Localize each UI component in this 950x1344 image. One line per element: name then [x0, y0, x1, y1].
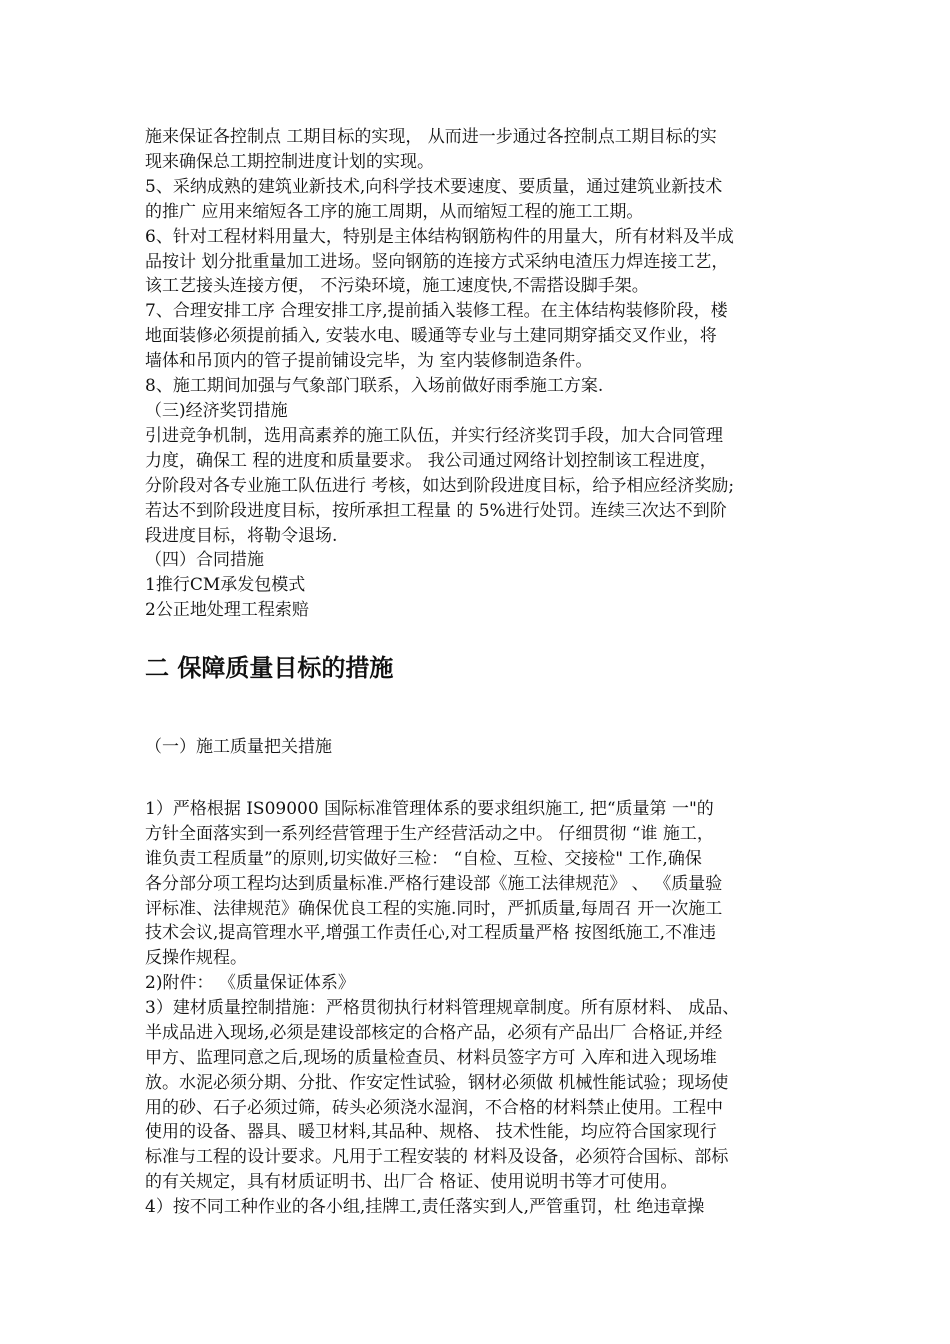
- paragraph-line: 地面装修必须提前插入, 安装水电、暖通等专业与土建同期穿插交叉作业，将: [145, 326, 717, 346]
- paragraph-line: 8、施工期间加强与气象部门联系，入场前做好雨季施工方案.: [145, 376, 604, 396]
- paragraph-line: 该工艺接头连接方便， 不污染环境，施工速度快,不需搭设脚手架。: [145, 276, 649, 296]
- paragraph-line: 标准与工程的设计要求。凡用于工程安装的 材料及设备，必须符合国标、部标: [145, 1147, 729, 1167]
- paragraph-line: 技术会议,提高管理水平,增强工作责任心,对工程质量严格 按图纸施工,不准违: [145, 923, 717, 943]
- paragraph-line: 各分部分项工程均达到质量标准.严格行建设部《施工法律规范》 、 《质量验: [145, 874, 723, 894]
- chapter-heading: 二 保障质量目标的措施: [145, 654, 394, 682]
- paragraph-line: 若达不到阶段进度目标，按所承担工程量 的 5%进行处罚。连续三次达不到阶: [145, 501, 727, 521]
- paragraph-line: 力度，确保工 程的进度和质量要求。 我公司通过网络计划控制该工程进度，: [145, 451, 717, 471]
- section-title: （三)经济奖罚措施: [145, 401, 288, 421]
- paragraph-line: 半成品进入现场,必须是建设部核定的合格产品，必须有产品出厂 合格证,并经: [145, 1023, 723, 1043]
- paragraph-line: 墙体和吊顶内的管子提前铺设完毕，为 室内装修制造条件。: [145, 351, 593, 371]
- paragraph-line: 施来保证各控制点 工期目标的实现， 从而进一步通过各控制点工期目标的实: [145, 127, 717, 147]
- paragraph-line: 使用的设备、器具、暖卫材料,其品种、规格、 技术性能，均应符合国家现行: [145, 1122, 717, 1142]
- paragraph-line: 4）按不同工种作业的各小组,挂牌工,责任落实到人,严管重罚，杜 绝违章操: [145, 1197, 705, 1217]
- paragraph-line: 的有关规定，具有材质证明书、出厂合 格证、使用说明书等才可使用。: [145, 1172, 678, 1192]
- list-item: 2公正地处理工程索赔: [145, 600, 309, 620]
- paragraph-line: 现来确保总工期控制进度计划的实现。: [145, 152, 434, 172]
- paragraph-line: 6、针对工程材料用量大，特别是主体结构钢筋构件的用量大，所有材料及半成: [145, 227, 734, 247]
- list-item: 1推行CM承发包模式: [145, 575, 306, 595]
- paragraph-line: 评标准、法律规范》确保优良工程的实施.同时，严抓质量,每周召 开一次施工: [145, 899, 723, 919]
- paragraph-line: 2)附件： 《质量保证体系》: [145, 973, 355, 993]
- paragraph-line: 的推广 应用来缩短各工序的施工周期，从而缩短工程的施工工期。: [145, 202, 644, 222]
- paragraph-line: 甲方、监理同意之后,现场的质量检查员、材料员签字方可 入库和进入现场堆: [145, 1048, 717, 1068]
- paragraph-line: 段进度目标，将勒令退场.: [145, 526, 338, 546]
- paragraph-line: 1）严格根据 IS09000 国际标准管理体系的要求组织施工, 把“质量第 一"的: [145, 799, 714, 819]
- paragraph-line: 谁负责工程质量”的原则,切实做好三检： “自检、互检、交接检" 工作,确保: [145, 849, 702, 869]
- paragraph-line: 引进竞争机制，选用高素养的施工队伍，并实行经济奖罚手段，加大合同管理: [145, 426, 723, 446]
- section-title: （四）合同措施: [145, 550, 264, 570]
- paragraph-line: 分阶段对各专业施工队伍进行 考核，如达到阶段进度目标，给予相应经济奖励;: [145, 476, 735, 496]
- paragraph-line: 反操作规程。: [145, 948, 247, 968]
- paragraph-line: 品按计 划分批重量加工进场。竖向钢筋的连接方式采纳电渣压力焊连接工艺，: [145, 252, 729, 272]
- paragraph-line: 5、采纳成熟的建筑业新技术,向科学技术要速度、要质量，通过建筑业新技术: [145, 177, 723, 197]
- paragraph-line: 7、合理安排工序 合理安排工序,提前插入装修工程。在主体结构装修阶段，楼: [145, 301, 728, 321]
- paragraph-line: 3）建材质量控制措施：严格贯彻执行材料管理规章制度。所有原材料、 成品、: [145, 998, 740, 1018]
- paragraph-line: 放。水泥必须分期、分批、作安定性试验，钢材必须做 机械性能试验；现场使: [145, 1073, 729, 1093]
- subsection-title: （一）施工质量把关措施: [145, 737, 332, 757]
- paragraph-line: 用的砂、石子必须过筛，砖头必须浇水湿润，不合格的材料禁止使用。工程中: [145, 1098, 723, 1118]
- paragraph-line: 方针全面落实到一系列经营管理于生产经营活动之中。 仔细贯彻 “谁 施工，: [145, 824, 714, 844]
